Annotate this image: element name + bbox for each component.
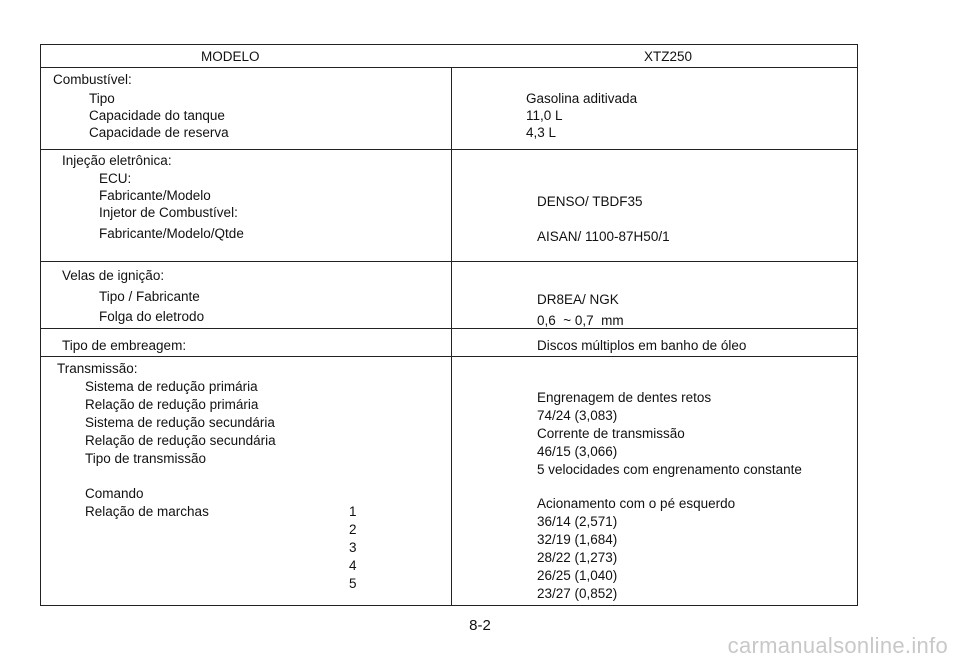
fuel-label: Tipo [89, 91, 115, 106]
clutch-label: Tipo de embreagem: [62, 338, 187, 353]
row-divider [41, 261, 857, 262]
transmission-value: Engrenagem de dentes retos [537, 390, 712, 405]
fuel-label: Capacidade de reserva [89, 125, 229, 140]
clutch-value: Discos múltiplos em banho de óleo [537, 338, 747, 353]
transmission-heading: Transmissão: [57, 361, 138, 376]
page-number: 8-2 [469, 617, 491, 634]
spec-table [40, 44, 858, 606]
injection-injector-value: AISAN/ 1100-87H50/1 [537, 229, 670, 244]
header-model-label: MODELO [201, 49, 260, 64]
gear-number: 2 [349, 522, 357, 537]
gear-number: 3 [349, 540, 357, 555]
injection-heading: Injeção eletrônica: [62, 153, 172, 168]
spark-plugs-gap-label: Folga do eletrodo [99, 309, 205, 324]
gear-ratio-value: 26/25 (1,040) [537, 568, 618, 583]
transmission-value: 46/15 (3,066) [537, 444, 618, 459]
transmission-label: Tipo de transmissão [85, 451, 207, 466]
transmission-command-label: Comando [85, 486, 144, 501]
fuel-value: Gasolina aditivada [526, 91, 638, 106]
fuel-value: 4,3 L [526, 125, 557, 140]
transmission-command-value: Acionamento com o pé esquerdo [537, 496, 736, 511]
transmission-label: Sistema de redução primária [85, 379, 258, 394]
spark-plugs-type-value: DR8EA/ NGK [537, 292, 619, 307]
transmission-value: Corrente de transmissão [537, 426, 685, 441]
gear-ratio-value: 23/27 (0,852) [537, 586, 618, 601]
injection-ecu-value: DENSO/ TBDF35 [537, 194, 643, 209]
transmission-value: 74/24 (3,083) [537, 408, 618, 423]
row-divider [41, 67, 857, 68]
transmission-gear-ratio-label: Relação de marchas [85, 504, 209, 519]
gear-ratio-value: 36/14 (2,571) [537, 514, 618, 529]
fuel-value: 11,0 L [526, 108, 563, 123]
fuel-label: Capacidade do tanque [89, 108, 225, 123]
row-divider [41, 328, 857, 329]
injection-ecu-label: ECU: [99, 171, 132, 186]
gear-number: 4 [349, 558, 357, 573]
injection-injector-maker-label: Fabricante/Modelo/Qtde [99, 226, 244, 241]
injection-injector-label: Injetor de Combustível: [99, 205, 238, 220]
row-divider [41, 149, 857, 150]
spark-plugs-type-label: Tipo / Fabricante [99, 289, 200, 304]
fuel-heading: Combustível: [53, 72, 132, 87]
watermark: carmanualsonline.info [727, 633, 948, 658]
header-model-value: XTZ250 [644, 49, 693, 64]
transmission-value: 5 velocidades com engrenamento constante [537, 462, 802, 477]
transmission-label: Relação de redução primária [85, 397, 259, 412]
gear-number: 1 [349, 504, 357, 519]
spark-plugs-gap-value: 0,6 ~ 0,7 mm [537, 313, 624, 328]
spark-plugs-heading: Velas de ignição: [62, 268, 165, 283]
transmission-label: Sistema de redução secundária [85, 415, 275, 430]
column-divider [451, 67, 452, 605]
transmission-label: Relação de redução secundária [85, 433, 276, 448]
injection-ecu-maker-label: Fabricante/Modelo [99, 188, 211, 203]
row-divider [41, 356, 857, 357]
gear-number: 5 [349, 576, 357, 591]
gear-ratio-value: 32/19 (1,684) [537, 532, 618, 547]
gear-ratio-value: 28/22 (1,273) [537, 550, 618, 565]
